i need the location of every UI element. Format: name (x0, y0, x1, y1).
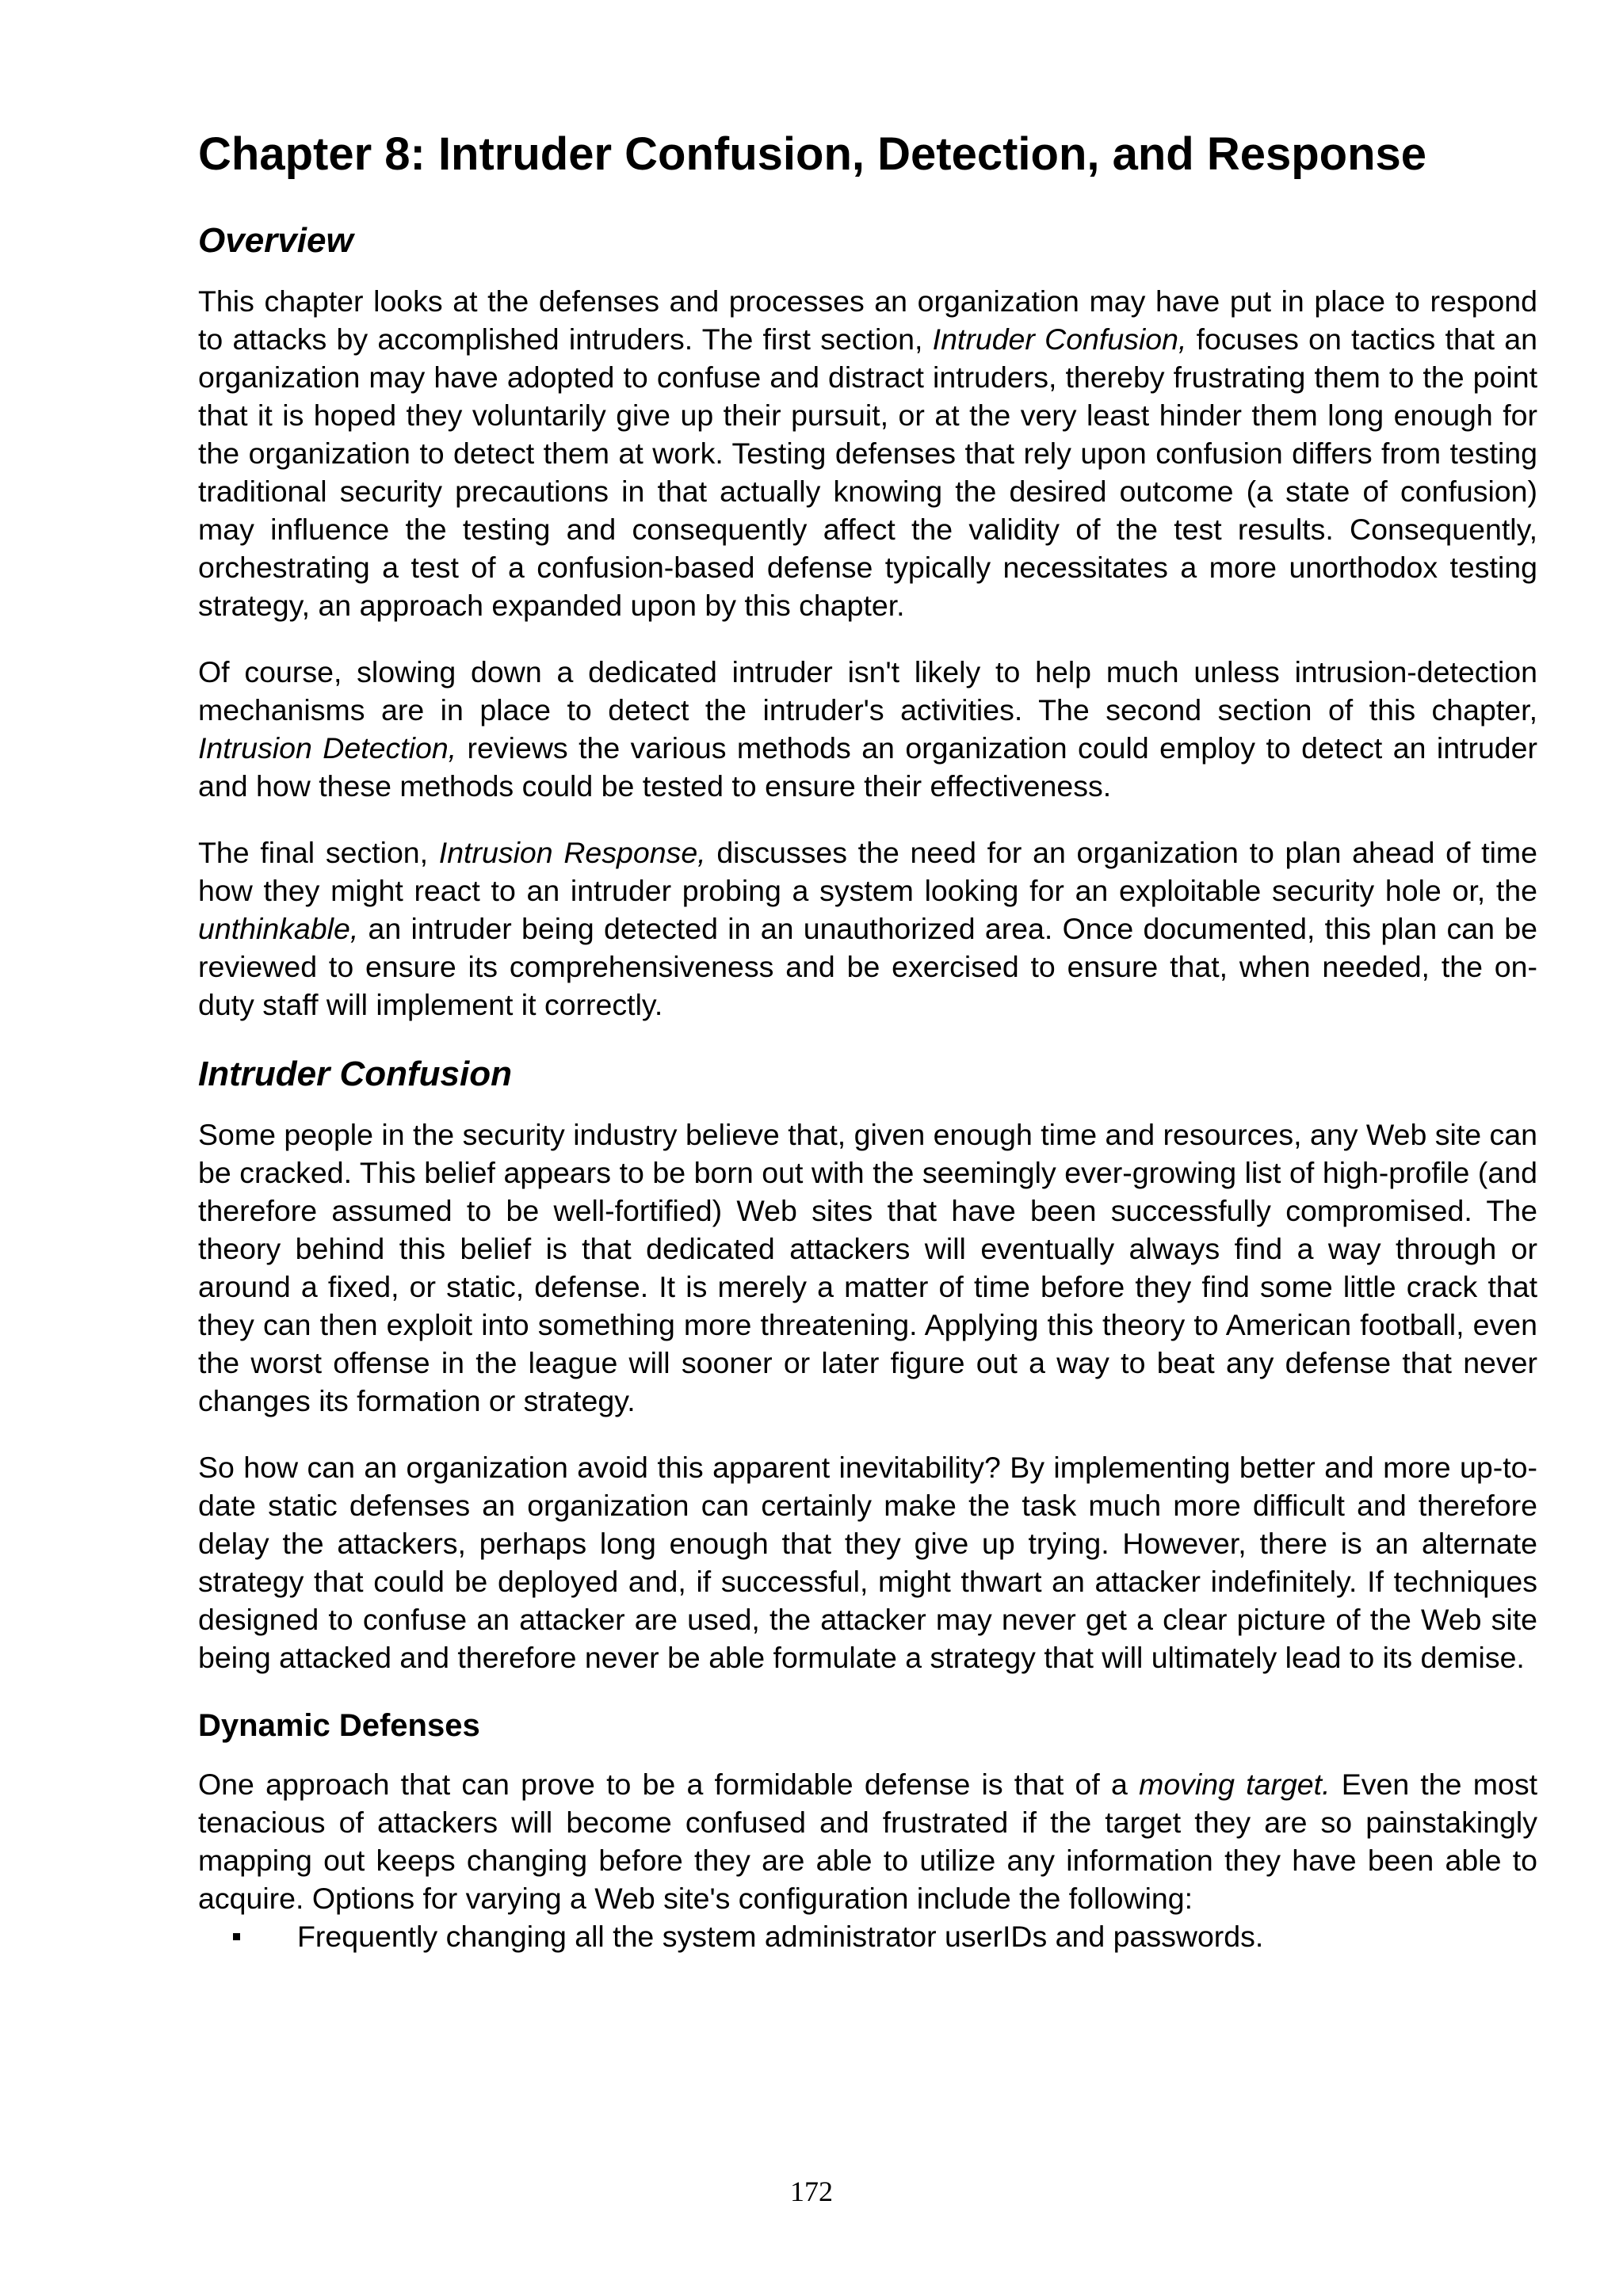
emphasis-intrusion-detection: Intrusion Detection, (198, 731, 457, 765)
emphasis-intrusion-response: Intrusion Response, (438, 836, 706, 869)
emphasis-intruder-confusion: Intruder Confusion, (932, 322, 1187, 356)
text-run: Of course, slowing down a dedicated intruder isn't likely to help much unless intrusion-detection mechanisms are in place to detect the intruder's activities. The second section of this chapter, (198, 655, 1537, 727)
dynamic-defenses-paragraph-1 (198, 1765, 1537, 1917)
text-run: The final section, (198, 836, 439, 869)
text-run: This chapter looks at the defenses and processes an organization may have put in place to respond to attacks by accomplished intruders. The first section, (198, 284, 1537, 356)
page-content (198, 127, 1537, 1955)
square-bullet-icon (233, 1933, 240, 1940)
page-number: 172 (790, 2176, 833, 2207)
chapter-title: Chapter 8: Intruder Confusion, Detection, and Response (198, 128, 1427, 180)
bullet-list (198, 1917, 1537, 1955)
emphasis-moving-target: moving target. (1139, 1768, 1331, 1801)
overview-paragraph-3 (198, 833, 1537, 1024)
overview-paragraph-1 (198, 282, 1537, 624)
intruder-confusion-paragraph-2: So how can an organization avoid this apparent inevitability? By implementing better and more up-to-date static defenses an organization can certainly make the task much more difficult and therefore delay the attackers, perhaps long enough that they give up trying. However, there is an alternate strategy that could be deployed and, if successful, might thwart an attacker indefinitely. If techniques designed to confuse an attacker are used, the attacker may never get a clear picture of the Web site being attacked and therefore never be able formulate a strategy that will ultimately lead to its demise. (198, 1451, 1537, 1674)
emphasis-unthinkable: unthinkable, (198, 912, 359, 945)
list-item (198, 1917, 1537, 1955)
text-run: Even the most tenacious of attackers will become confused and frustrated if the target they are so painstakingly mapping out keeps changing before they are able to utilize any information they have been able to acquire. Options for varying a Web site's configuration include the following: (198, 1768, 1537, 1915)
subsection-heading-dynamic-defenses: Dynamic Defenses (198, 1708, 480, 1743)
text-run: focuses on tactics that an organization may have adopted to confuse and distract intruders, thereby frustrating them to the point that it is hoped they voluntarily give up their pursuit, or at the very least hinder them long enough for the organization to detect them at work. Testing defenses that rely upon confusion differs from testing traditional security precautions in that actually knowing the desired outcome (a state of confusion) may influence the testing and consequently affect the validity of the test results. Consequently, orchestrating a test of a confusion-based defense typically necessitates a more unorthodox testing strategy, an approach expanded upon by this chapter. (198, 322, 1538, 622)
list-item-text: Frequently changing all the system administrator userIDs and passwords. (297, 1920, 1264, 1953)
text-run: One approach that can prove to be a formidable defense is that of a (198, 1768, 1140, 1801)
text-run: an intruder being detected in an unauthorized area. Once documented, this plan can be reviewed to ensure its comprehensiveness and be exercised to ensure that, when needed, the on-duty staff will implement it correctly. (198, 912, 1537, 1021)
intruder-confusion-paragraph-1: Some people in the security industry believe that, given enough time and resources, any Web site can be cracked. This belief appears to be born out with the seemingly ever-growing list of high-profile (and therefore assumed to be well-fortified) Web sites that have been successfully compromised. The theory behind this belief is that dedicated attackers will eventually always find a way through or around a fixed, or static, defense. It is merely a matter of time before they find some little crack that they can then exploit into something more threatening. Applying this theory to American football, even the worst offense in the league will sooner or later figure out a way to beat any defense that never changes its formation or strategy. (198, 1118, 1537, 1417)
text-run: discusses the need for an organization to plan ahead of time how they might react to an intruder probing a system looking for an exploitable security hole or, the (198, 836, 1537, 907)
overview-paragraph-2 (198, 653, 1537, 805)
section-heading-intruder-confusion: Intruder Confusion (198, 1055, 512, 1093)
text-run: reviews the various methods an organization could employ to detect an intruder and how these methods could be tested to ensure their effectiveness. (198, 731, 1538, 803)
section-heading-overview: Overview (198, 221, 353, 260)
